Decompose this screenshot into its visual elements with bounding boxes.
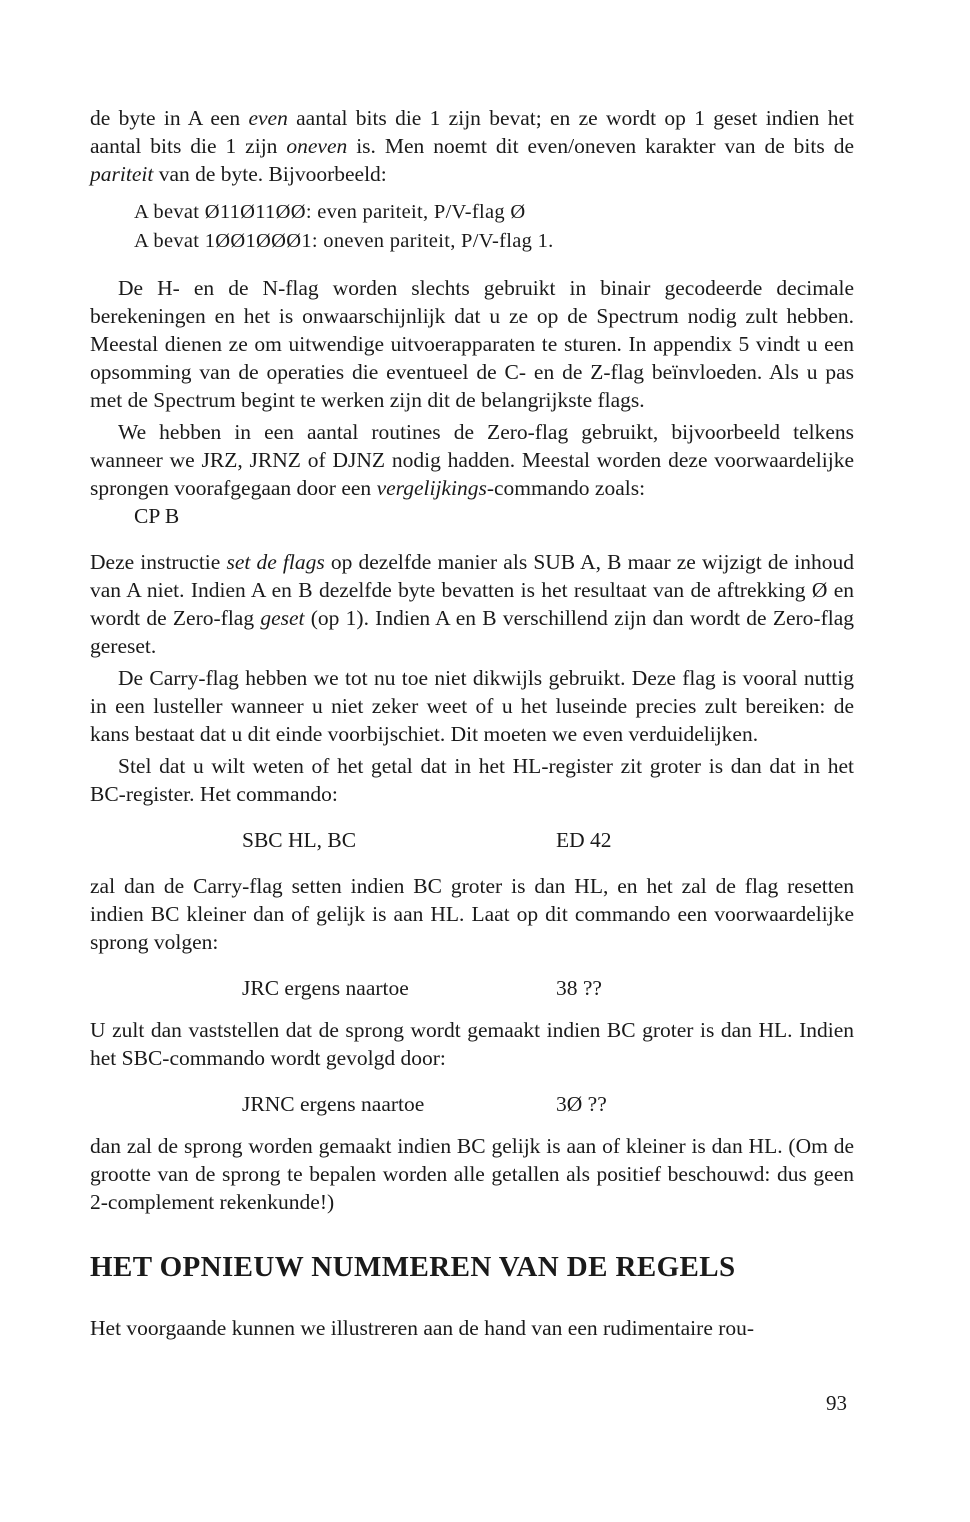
example-line: A bevat 1ØØ1ØØØ1: oneven pariteit, P/V-flag 1.: [134, 230, 554, 252]
italic-term: pariteit: [90, 162, 154, 186]
italic-term: geset: [260, 606, 305, 630]
paragraph-renumber-intro: Het voorgaande kunnen we illustreren aan de hand van een rudimentaire rou-: [90, 1316, 755, 1340]
instruction-sbc: [90, 826, 854, 854]
paragraph-zero-flag: [90, 418, 854, 502]
section-heading: HET OPNIEUW NUMMEREN VAN DE REGELS: [90, 1251, 736, 1283]
paragraph-carry-set: zal dan de Carry-flag setten indien BC groter is dan HL, en het zal de flag resetten indien BC kleiner dan of gelijk is aan HL. Laat op dit commando een voorwaardelijke sprong volgen:: [90, 874, 854, 954]
text-run: van de byte. Bijvoorbeeld:: [153, 162, 387, 186]
instruction-mnemonic: JRC ergens naartoe: [242, 976, 409, 1000]
italic-term: vergelijkings: [376, 476, 487, 500]
instruction-hex: 3Ø ??: [556, 1092, 607, 1116]
instruction-mnemonic: SBC HL, BC: [242, 828, 357, 852]
text-run: Deze instructie: [90, 550, 227, 574]
paragraph-hl-register: Stel dat u wilt weten of het getal dat in het HL-register zit groter is dan dat in het BC-register. Het commando:: [90, 754, 854, 806]
italic-term: oneven: [286, 134, 348, 158]
text-run: -commando zoals:: [486, 476, 646, 500]
instruction-jrnc: [90, 1090, 854, 1118]
example-line: A bevat Ø11Ø11ØØ: even pariteit, P/V-flag Ø: [134, 201, 526, 223]
paragraph-jump-conclusion: dan zal de sprong worden gemaakt indien BC gelijk is aan of kleiner is dan HL. (Om de grootte van de sprong te bepalen worden alle getallen als positief beschouwd: dus geen 2-complement rekenkunde!): [90, 1134, 854, 1214]
paragraph-carry-flag: De Carry-flag hebben we tot nu toe niet dikwijls gebruikt. Deze flag is vooral nuttig in een lusteller wanneer u niet zeker weet of u het luseinde precies zult bereiken: de kans bestaat dat u dit einde voorbijschiet. Dit moeten we even verduidelijken.: [90, 666, 854, 746]
instruction-hex: ED 42: [556, 828, 612, 852]
instruction-jrc: [90, 974, 854, 1002]
text-run: de byte in A een: [90, 106, 249, 130]
command-cp-b: CP B: [134, 504, 180, 528]
paragraph-h-n-flags: De H- en de N-flag worden slechts gebruikt in binair gecodeerde decimale berekeningen en het is onwaarschijnlijk dat u ze op de Spectrum nodig zult hebben. Meestal dienen ze om uitwendige uitvoerapparaten te sturen. In appendix 5 vindt u een opsomming van de operaties die eventueel de C- en de Z-flag beïnvloeden. Als u pas met de Spectrum begint te werken zijn dit de belangrijkste flags.: [90, 276, 854, 412]
paragraph-set-flags: [90, 548, 854, 660]
text-run: op dezelfde manier als SUB A, B maar ze wijzigt de inhoud van A niet. Indien A en B dezelfde byte bevatten is het resultaat van de aftrekking Ø en wordt de Zero-flag: [90, 550, 854, 630]
italic-term: set de flags: [226, 550, 325, 574]
text-run: We hebben in een aantal routines de Zero-flag gebruikt, bijvoorbeeld telkens wanneer we JRZ, JRNZ of DJNZ nodig hadden. Meestal worden deze voorwaardelijke sprongen voorafgegaan door een: [90, 420, 854, 500]
parity-examples: [134, 198, 854, 256]
text-run: is. Men noemt dit even/oneven karakter van de bits de: [347, 134, 854, 158]
instruction-hex: 38 ??: [556, 976, 602, 1000]
page-body: [90, 104, 854, 1342]
page-number: 93: [826, 1391, 847, 1415]
text-run: (op 1). Indien A en B verschillend zijn dan wordt de Zero-flag gereset.: [90, 606, 855, 658]
italic-term: even: [248, 106, 288, 130]
paragraph-jump-made: U zult dan vaststellen dat de sprong wordt gemaakt indien BC groter is dan HL. Indien het SBC-commando wordt gevolgd door:: [90, 1018, 854, 1070]
instruction-mnemonic: JRNC ergens naartoe: [242, 1092, 425, 1116]
text-run: aantal bits die 1 zijn bevat; en ze wordt op 1 geset indien het aantal bits die 1 zijn: [90, 106, 854, 158]
paragraph-parity: [90, 104, 854, 188]
